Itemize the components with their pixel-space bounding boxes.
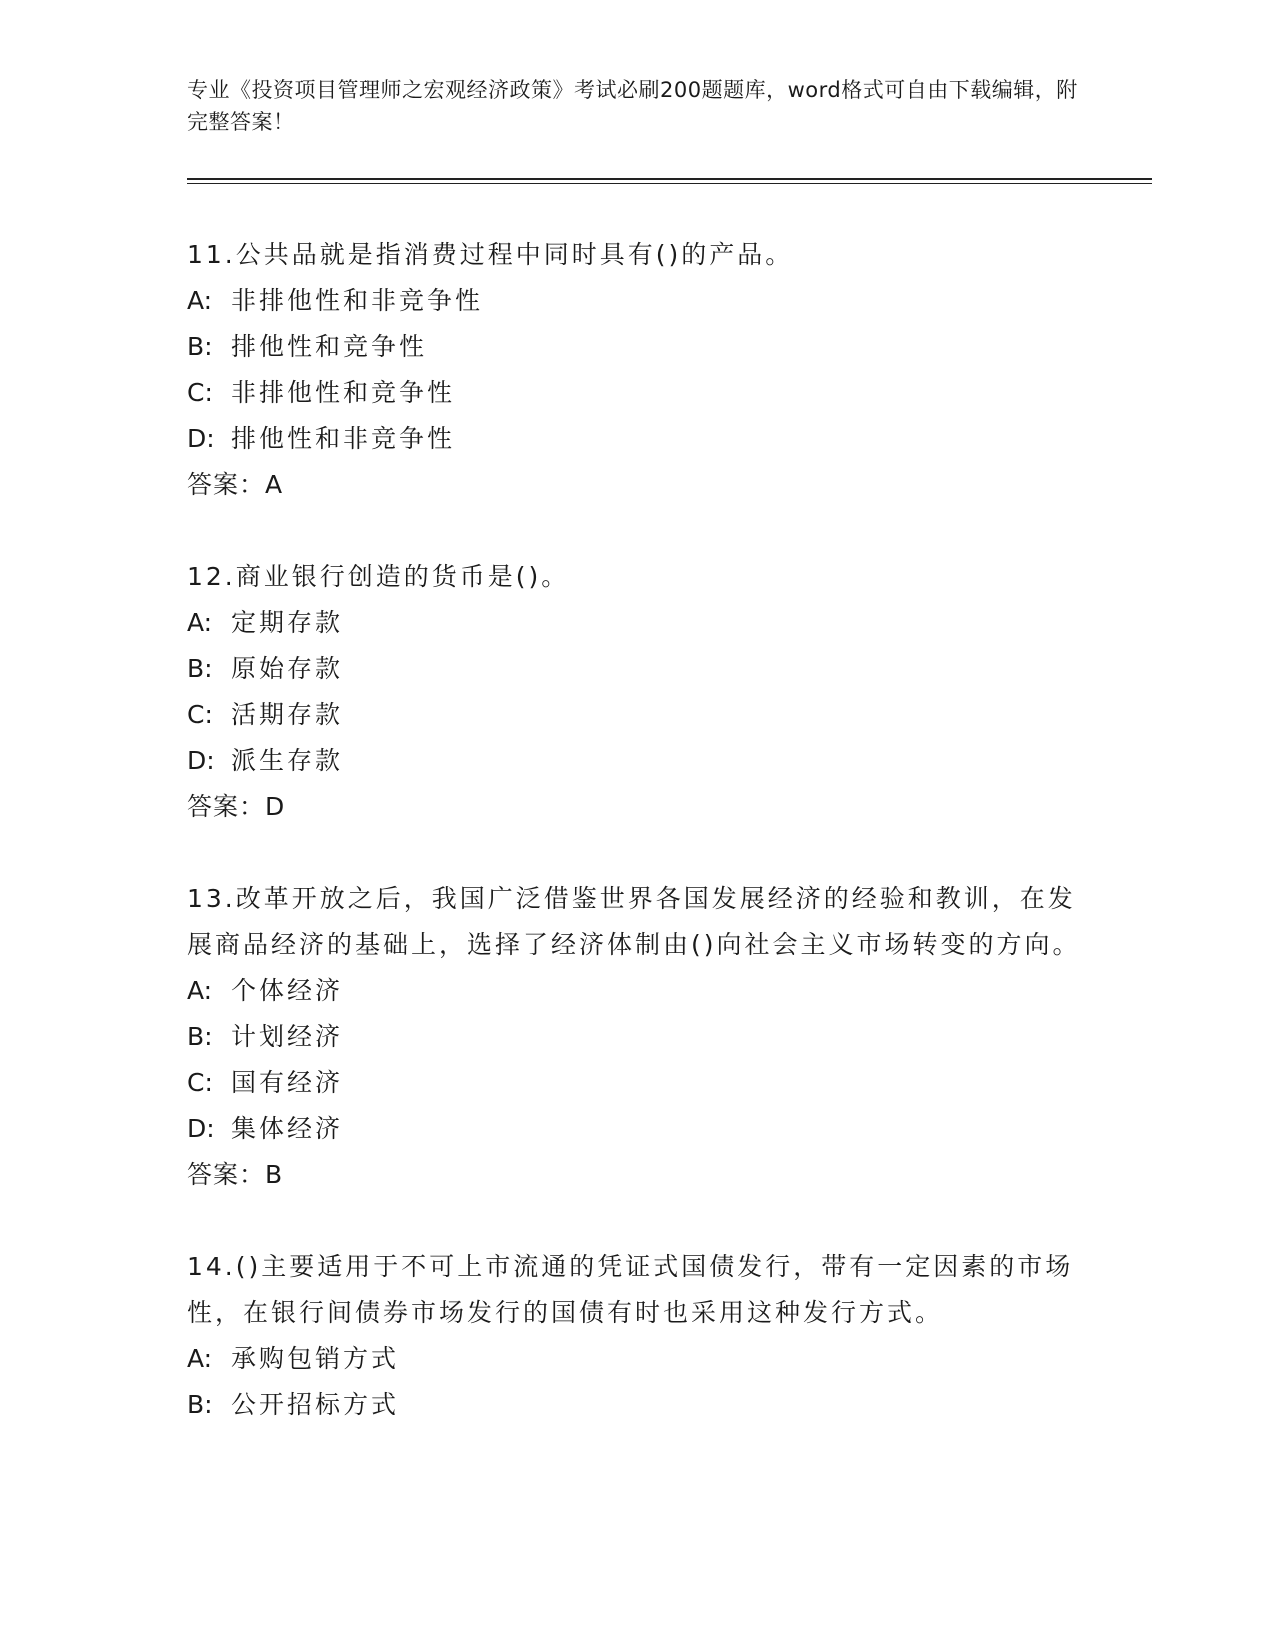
option-text: 国有经济 — [231, 1068, 344, 1097]
option-label: B: — [187, 1022, 213, 1051]
question-stem: 13.改革开放之后，我国广泛借鉴世界各国发展经济的经验和教训，在发展商品经济的基础上，选择了经济体制由()向社会主义市场转变的方向。 — [187, 884, 1081, 959]
option-label: C: — [187, 700, 213, 729]
option-b — [187, 324, 1087, 370]
option-text: 公开招标方式 — [231, 1390, 400, 1419]
option-d — [187, 1106, 1087, 1152]
option-label: A: — [187, 286, 213, 315]
option-b — [187, 646, 1087, 692]
option-a — [187, 278, 1087, 324]
answer-line: 答案：A — [187, 470, 284, 499]
option-text: 个体经济 — [231, 976, 344, 1005]
question-14 — [187, 1244, 1087, 1428]
option-label: D: — [187, 746, 215, 775]
option-c — [187, 370, 1087, 416]
option-label: D: — [187, 424, 215, 453]
option-text: 原始存款 — [231, 654, 344, 683]
option-text: 排他性和非竞争性 — [231, 424, 456, 453]
option-c — [187, 1060, 1087, 1106]
question-list — [187, 232, 1087, 1474]
question-13 — [187, 876, 1087, 1198]
option-c — [187, 692, 1087, 738]
option-label: B: — [187, 1390, 213, 1419]
option-d — [187, 416, 1087, 462]
option-text: 非排他性和非竞争性 — [231, 286, 484, 315]
option-label: A: — [187, 976, 213, 1005]
option-text: 集体经济 — [231, 1114, 344, 1143]
option-b — [187, 1382, 1087, 1428]
option-text: 承购包销方式 — [231, 1344, 400, 1373]
header-divider-thin — [187, 183, 1152, 184]
document-header: 专业《投资项目管理师之宏观经济政策》考试必刷200题题库，word格式可自由下载编辑，附完整答案！ — [187, 78, 1078, 134]
question-stem: 12.商业银行创造的货币是()。 — [187, 562, 570, 591]
option-a — [187, 1336, 1087, 1382]
option-b — [187, 1014, 1087, 1060]
question-11 — [187, 232, 1087, 508]
option-text: 非排他性和竞争性 — [231, 378, 456, 407]
option-label: B: — [187, 332, 213, 361]
option-label: A: — [187, 608, 213, 637]
option-label: C: — [187, 1068, 213, 1097]
option-label: D: — [187, 1114, 215, 1143]
header-divider-thick — [187, 178, 1152, 180]
option-label: C: — [187, 378, 213, 407]
option-label: A: — [187, 1344, 213, 1373]
option-label: B: — [187, 654, 213, 683]
question-12 — [187, 554, 1087, 830]
option-a — [187, 600, 1087, 646]
question-stem: 14.()主要适用于不可上市流通的凭证式国债发行，带有一定因素的市场性，在银行间债券市场发行的国债有时也采用这种发行方式。 — [187, 1252, 1074, 1327]
option-d — [187, 738, 1087, 784]
question-stem: 11.公共品就是指消费过程中同时具有()的产品。 — [187, 240, 794, 269]
option-a — [187, 968, 1087, 1014]
option-text: 排他性和竞争性 — [231, 332, 428, 361]
option-text: 计划经济 — [231, 1022, 344, 1051]
answer-line: 答案：D — [187, 792, 286, 821]
option-text: 活期存款 — [231, 700, 344, 729]
answer-line: 答案：B — [187, 1160, 284, 1189]
option-text: 定期存款 — [231, 608, 344, 637]
option-text: 派生存款 — [231, 746, 344, 775]
